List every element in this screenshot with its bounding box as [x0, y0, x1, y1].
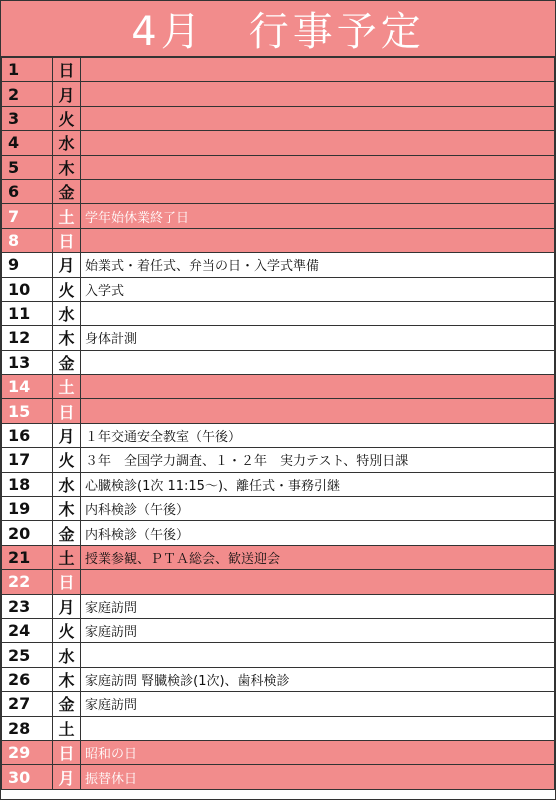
day-number: 19: [2, 497, 53, 521]
event-text: [81, 716, 555, 740]
day-number: 8: [2, 228, 53, 252]
event-text: [81, 228, 555, 252]
table-row: [2, 521, 555, 545]
day-number: 6: [2, 179, 53, 203]
day-number: 24: [2, 618, 53, 642]
table-row: [2, 692, 555, 716]
table-row: [2, 472, 555, 496]
event-text: 家庭訪問: [81, 692, 555, 716]
event-text: [81, 570, 555, 594]
day-number: 25: [2, 643, 53, 667]
table-row: [2, 106, 555, 130]
table-row: [2, 570, 555, 594]
day-number: 13: [2, 350, 53, 374]
weekday: 木: [53, 667, 81, 691]
event-text: [81, 106, 555, 130]
weekday: 木: [53, 155, 81, 179]
weekday: 火: [53, 618, 81, 642]
title-bar: [1, 1, 555, 57]
table-row: [2, 497, 555, 521]
weekday: 日: [53, 740, 81, 764]
event-text: 心臓検診(1次 11:15～)、離任式・事務引継: [81, 472, 555, 496]
day-number: 7: [2, 204, 53, 228]
event-text: １年交通安全教室（午後）: [81, 423, 555, 447]
event-text: [81, 375, 555, 399]
table-row: [2, 82, 555, 106]
table-row: [2, 155, 555, 179]
table-row: [2, 448, 555, 472]
day-number: 5: [2, 155, 53, 179]
weekday: 日: [53, 570, 81, 594]
weekday: 土: [53, 375, 81, 399]
event-text: 始業式・着任式、弁当の日・入学式準備: [81, 253, 555, 277]
weekday: 木: [53, 326, 81, 350]
weekday: 水: [53, 472, 81, 496]
event-text: [81, 179, 555, 203]
day-number: 3: [2, 106, 53, 130]
table-row: [2, 765, 555, 789]
event-text: [81, 155, 555, 179]
event-text: 内科検診（午後）: [81, 521, 555, 545]
day-number: 2: [2, 82, 53, 106]
table-row: [2, 131, 555, 155]
day-number: 27: [2, 692, 53, 716]
table-row: [2, 326, 555, 350]
weekday: 火: [53, 448, 81, 472]
event-text: [81, 643, 555, 667]
table-row: [2, 594, 555, 618]
table-row: [2, 179, 555, 203]
event-text: 昭和の日: [81, 740, 555, 764]
table-row: [2, 716, 555, 740]
weekday: 月: [53, 765, 81, 789]
weekday: 日: [53, 58, 81, 82]
weekday: 水: [53, 131, 81, 155]
day-number: 12: [2, 326, 53, 350]
table-row: [2, 301, 555, 325]
weekday: 月: [53, 423, 81, 447]
day-number: 9: [2, 253, 53, 277]
day-number: 11: [2, 301, 53, 325]
weekday: 土: [53, 545, 81, 569]
table-row: [2, 204, 555, 228]
table-row: [2, 399, 555, 423]
weekday: 金: [53, 350, 81, 374]
weekday: 金: [53, 692, 81, 716]
table-row: [2, 618, 555, 642]
event-text: 家庭訪問 腎臓検診(1次)、歯科検診: [81, 667, 555, 691]
day-number: 4: [2, 131, 53, 155]
event-text: [81, 350, 555, 374]
day-number: 16: [2, 423, 53, 447]
table-row: [2, 277, 555, 301]
day-number: 20: [2, 521, 53, 545]
event-text: [81, 131, 555, 155]
event-text: 入学式: [81, 277, 555, 301]
table-row: [2, 228, 555, 252]
day-number: 29: [2, 740, 53, 764]
event-text: 学年始休業終了日: [81, 204, 555, 228]
weekday: 月: [53, 82, 81, 106]
event-text: 振替休日: [81, 765, 555, 789]
day-number: 30: [2, 765, 53, 789]
day-number: 26: [2, 667, 53, 691]
table-row: [2, 423, 555, 447]
event-text: 内科検診（午後）: [81, 497, 555, 521]
weekday: 火: [53, 277, 81, 301]
schedule-table: [1, 57, 555, 790]
day-number: 22: [2, 570, 53, 594]
event-text: [81, 58, 555, 82]
event-text: 授業参観、ＰＴＡ総会、歓送迎会: [81, 545, 555, 569]
page-title: 4月 行事予定: [131, 9, 425, 55]
table-row: [2, 643, 555, 667]
table-row: [2, 545, 555, 569]
table-row: [2, 253, 555, 277]
weekday: 金: [53, 521, 81, 545]
table-row: [2, 740, 555, 764]
weekday: 月: [53, 594, 81, 618]
weekday: 水: [53, 301, 81, 325]
day-number: 17: [2, 448, 53, 472]
event-text: [81, 82, 555, 106]
day-number: 10: [2, 277, 53, 301]
weekday: 日: [53, 228, 81, 252]
weekday: 木: [53, 497, 81, 521]
table-row: [2, 375, 555, 399]
weekday: 日: [53, 399, 81, 423]
weekday: 土: [53, 204, 81, 228]
event-text: 家庭訪問: [81, 618, 555, 642]
weekday: 火: [53, 106, 81, 130]
table-row: [2, 58, 555, 82]
table-row: [2, 350, 555, 374]
day-number: 14: [2, 375, 53, 399]
weekday: 土: [53, 716, 81, 740]
day-number: 1: [2, 58, 53, 82]
event-text: [81, 301, 555, 325]
weekday: 金: [53, 179, 81, 203]
weekday: 月: [53, 253, 81, 277]
event-text: 家庭訪問: [81, 594, 555, 618]
day-number: 28: [2, 716, 53, 740]
event-text: [81, 399, 555, 423]
day-number: 18: [2, 472, 53, 496]
table-row: [2, 667, 555, 691]
weekday: 水: [53, 643, 81, 667]
day-number: 23: [2, 594, 53, 618]
day-number: 15: [2, 399, 53, 423]
event-text: ３年 全国学力調査、１・２年 実力テスト、特別日課: [81, 448, 555, 472]
day-number: 21: [2, 545, 53, 569]
event-text: 身体計測: [81, 326, 555, 350]
